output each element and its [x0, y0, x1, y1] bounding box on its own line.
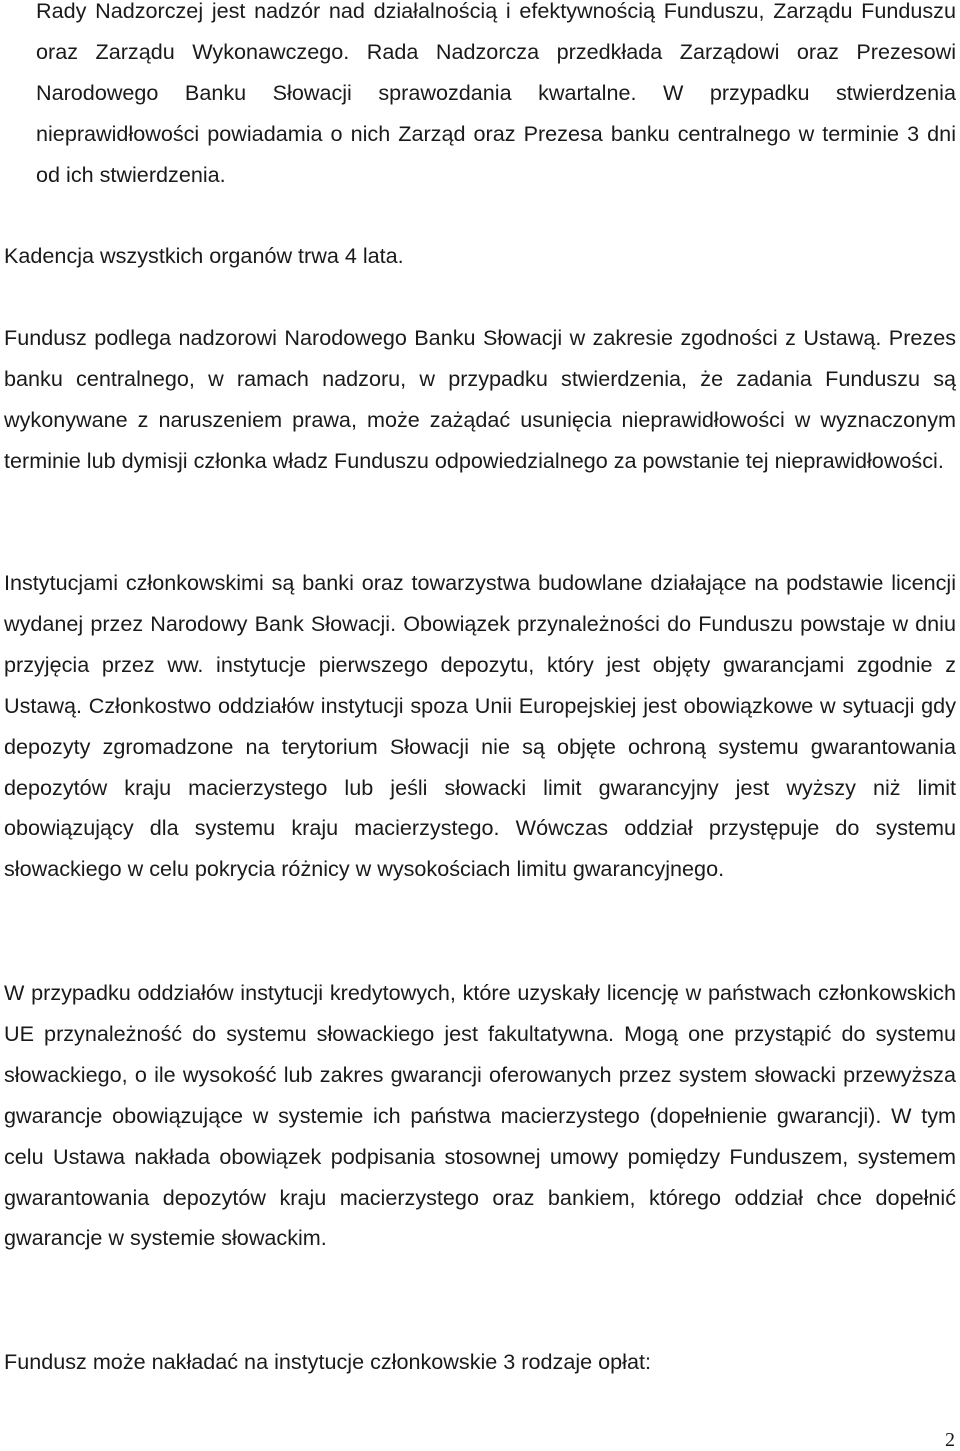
paragraph-term-of-office: Kadencja wszystkich organów trwa 4 lata.	[4, 243, 404, 268]
page-number: 2	[945, 1429, 955, 1451]
paragraph-fees-intro: Fundusz może nakładać na instytucje członkowskie 3 rodzaje opłat:	[4, 1349, 651, 1374]
paragraph-member-institutions: Instytucjami członkowskimi są banki oraz towarzystwa budowlane działające na podstawie licencji wydanej przez Narodowy Bank Słowacji. Obowiązek przynależności do Funduszu powstaje w dniu przyjęcia przez ww. instytucje pierwszego depozytu, który jest objęty gwarancjami zgodnie z Ustawą. Członkostwo oddziałów instytucji spoza Unii Europejskiej jest obowiązkowe w sytuacji gdy depozyty zgromadzone na terytorium Słowacji nie są objęte ochroną systemu gwarantowania depozytów kraju macierzystego lub jeśli słowacki limit gwarancyjny jest wyższy niż limit obowiązujący dla systemu kraju macierzystego. Wówczas oddział przystępuje do systemu słowackiego w celu pokrycia różnicy w wysokościach limitu gwarancyjnego.	[4, 570, 956, 882]
paragraph-eu-branches: W przypadku oddziałów instytucji kredytowych, które uzyskały licencję w państwach członkowskich UE przynależność do systemu słowackiego jest fakultatywna. Mogą one przystąpić do systemu słowackiego, o ile wysokość lub zakres gwarancji oferowanych przez system słowacki przewyższa gwarancje obowiązujące w systemie ich państwa macierzystego (dopełnienie gwarancji). W tym celu Ustawa nakłada obowiązek podpisania stosownej umowy pomiędzy Funduszem, systemem gwarantowania depozytów kraju macierzystego oraz bankiem, którego oddział chce dopełnić gwarancje w systemie słowackim.	[4, 980, 956, 1251]
paragraph-supervisory-board: Rady Nadzorczej jest nadzór nad działalnością i efektywnością Funduszu, Zarządu Funduszu oraz Zarządu Wykonawczego. Rada Nadzorcza przedkłada Zarządowi oraz Prezesowi Narodowego Banku Słowacji sprawozdania kwartalne. W przypadku stwierdzenia nieprawidłowości powiadamia o nich Zarząd oraz Prezesa banku centralnego w terminie 3 dni od ich stwierdzenia.	[36, 0, 956, 187]
paragraph-central-bank-supervision: Fundusz podlega nadzorowi Narodowego Banku Słowacji w zakresie zgodności z Ustawą. Prezes banku centralnego, w ramach nadzoru, w przypadku stwierdzenia, że zadania Funduszu są wykonywane z naruszeniem prawa, może zażądać usunięcia nieprawidłowości w wyznaczonym terminie lub dymisji członka władz Funduszu odpowiedzialnego za powstanie tej nieprawidłowości.	[4, 325, 956, 473]
